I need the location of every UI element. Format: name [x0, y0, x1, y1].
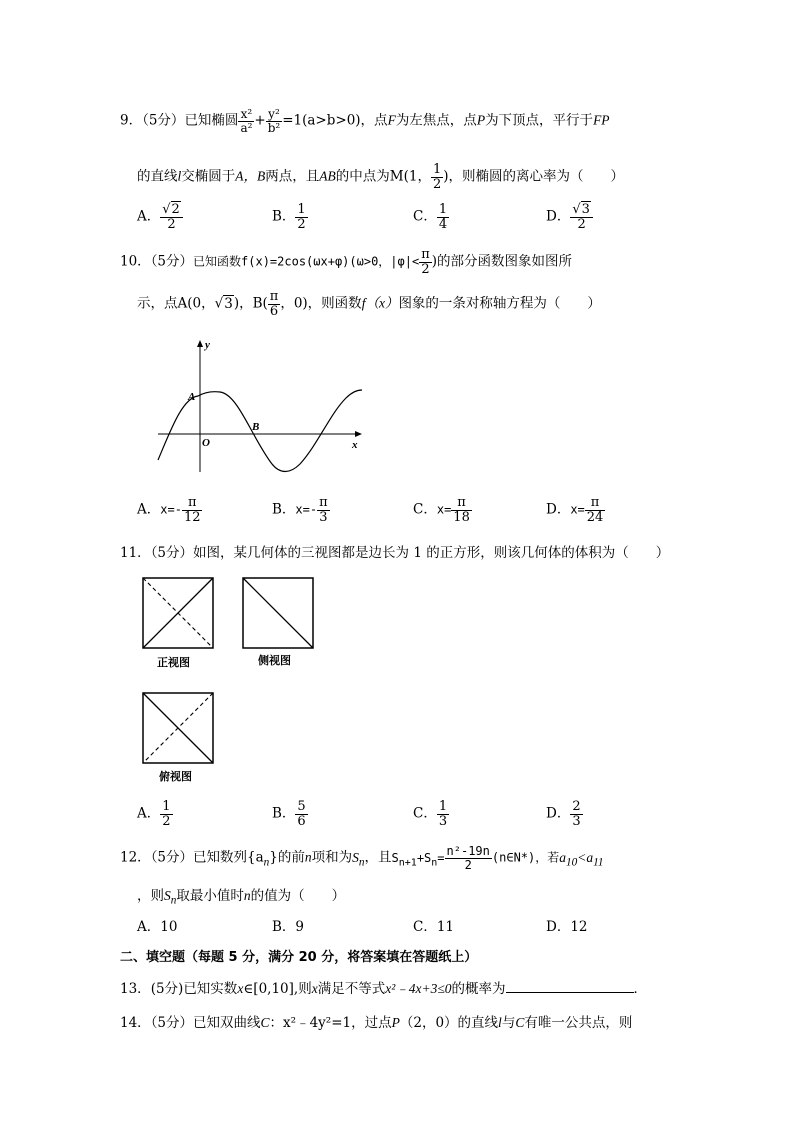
q12-condition: $a_{10}<a_{11}$ — [559, 849, 604, 869]
q9-line2-c: 两点，且 — [265, 168, 320, 185]
choice-prefix: x= — [570, 502, 585, 517]
q12-choice-b[interactable]: B．9 — [272, 919, 305, 935]
graph-label-A: A — [188, 391, 196, 403]
q14-text-d: 与 — [501, 1015, 516, 1031]
q13-end: ． — [633, 981, 648, 997]
q11-score: （5分） — [150, 545, 194, 561]
choice-prefix: x=- — [295, 502, 318, 517]
q10-text-a: 已知函数f(x)=2cos(ωx+φ)(ω>0，|φ|< — [193, 254, 420, 269]
q9-text-c: 为左焦点，点 — [395, 112, 477, 129]
q9-line1: 9．（5分）已知椭圆 $\frac{\text{x²}}{\text{a²}}$ + $\frac{\text{y²}}{\text{b²}}$ =1(a>b>0)，点F为左焦点，点P为下顶点，平行于FP — [120, 107, 610, 135]
q13-text-c: 满足不等式 — [317, 981, 386, 997]
q14-text-a: 已知双曲线 — [193, 1015, 261, 1031]
choice-fraction: $\frac{√3}{2}$ — [570, 203, 593, 231]
q10-line2-c: ，0)，则函数 — [280, 295, 362, 312]
q12-line2-a: ，则 — [137, 888, 164, 904]
q9-text-b: =1(a>b>0)，点 — [282, 112, 388, 129]
q9-choice-c[interactable] — [413, 203, 449, 231]
q9-x2-over-a2: $\frac{\text{x²}}{\text{a²}}$ — [240, 107, 253, 135]
q9-choice-b[interactable] — [272, 203, 308, 231]
choice-fraction: $\frac{1}{2}$ — [162, 799, 171, 829]
graph-label-y: y — [205, 339, 210, 351]
q10-choice-b[interactable] — [272, 496, 330, 524]
q10-line2-d: 图象的一条对称轴方程为（ ） — [398, 295, 601, 312]
q9-F: F — [387, 112, 396, 128]
graph-label-x: x — [352, 439, 358, 451]
q9-choice-d[interactable] — [546, 203, 593, 231]
graph-label-B: B — [252, 421, 260, 433]
choice-label: C． — [413, 805, 437, 822]
front-view-label: 正视图 — [157, 656, 190, 669]
q11-line1 — [120, 541, 669, 561]
q9-line2-e: )，则椭圆的离心率为（ ） — [443, 168, 625, 185]
q10-pi-over-2: $\frac{\pi}{2}$ — [421, 247, 430, 277]
q13-inequality: x²﹣4x+3≤0 — [385, 981, 452, 996]
q10-fx: f（x） — [361, 295, 399, 311]
choice-fraction: $\frac{√2}{2}$ — [160, 203, 183, 231]
choice-label: B． — [272, 208, 296, 225]
choice-label: D． — [546, 208, 571, 225]
choice-label: C． — [413, 501, 437, 518]
q11-choice-b[interactable] — [272, 800, 308, 828]
choice-label: D． — [546, 501, 571, 518]
q14-line — [120, 1011, 632, 1031]
q12-choice-c[interactable]: C．11 — [413, 919, 455, 935]
q14-P: P — [391, 1015, 400, 1030]
q13-text-d: 的概率为 — [451, 981, 506, 997]
q11-number: 11． — [120, 545, 151, 561]
q12-n-2: n — [243, 888, 251, 903]
q13-text-a: 已知实数 — [183, 981, 238, 997]
q10-sqrt3: 3 — [224, 295, 233, 312]
q13-number: 13． — [120, 981, 151, 997]
q13-x-2: x — [311, 981, 318, 996]
q9-number: 9． — [120, 112, 143, 129]
q14-text-b: ：x²﹣4y²=1，过点 — [269, 1015, 392, 1031]
q9-line2-d: 的中点为M(1， — [335, 168, 431, 185]
y-axis-arrow — [197, 340, 203, 347]
q9-text-d: 为下顶点，平行于 — [485, 112, 594, 129]
q14-text-c: （2，0）的直线 — [399, 1015, 499, 1031]
x-axis-arrow — [355, 431, 362, 437]
q12-formula-lhs: $S_{n+1}+S_n=$ — [391, 850, 445, 868]
q12-sub-n: n — [263, 856, 270, 869]
q13-x: x — [237, 981, 244, 996]
q12-text-c: 项和为 — [311, 849, 353, 866]
q9-P: P — [476, 112, 486, 128]
q9-AB: AB — [319, 168, 336, 184]
choice-fraction: $\frac{\pi}{24}$ — [586, 495, 604, 525]
q12-formula-tail: (n∈N*)，若 — [491, 850, 560, 865]
q12-n: n — [304, 849, 312, 865]
q12-text-d: ，且 — [364, 849, 392, 866]
q10-line2-b: )，B( — [233, 295, 268, 312]
choice-label: A． — [137, 501, 161, 518]
q12-choice-a[interactable]: A．10 — [137, 919, 178, 935]
choice-fraction: $\frac{1}{3}$ — [438, 799, 448, 829]
q10-score: （5分） — [150, 253, 194, 270]
q12-line2 — [137, 884, 345, 907]
q10-line2: 示，点A(0，√3)，B( $\frac{\pi}{6}$ ，0)，则函数f（x）图象的一条对称轴方程为（ ） — [137, 289, 601, 319]
graph-label-O: O — [202, 437, 210, 449]
q12-line2-b: 取最小值时 — [176, 888, 244, 904]
q9-choice-a[interactable] — [137, 203, 183, 231]
q13-score: (5分) — [150, 981, 184, 997]
choice-label: B． — [272, 805, 296, 822]
q12-text-a: 已知数列{a — [193, 849, 264, 866]
choice-label: A． — [137, 805, 161, 822]
choice-fraction: $\frac{2}{3}$ — [572, 799, 581, 829]
q14-number: 14． — [120, 1015, 151, 1031]
q14-l: l — [498, 1015, 502, 1030]
choice-fraction: $\frac{\pi}{18}$ — [453, 495, 470, 525]
side-view-label: 侧视图 — [258, 654, 291, 667]
q9-line2-b: 交椭圆于 — [181, 168, 236, 185]
q10-line1 — [120, 248, 572, 276]
q10-choice-c[interactable] — [413, 496, 472, 524]
choice-label: B． — [272, 501, 296, 518]
choice-fraction: $\frac{1}{2}$ — [297, 202, 306, 232]
q14-text-e: 有唯一公共点，则 — [524, 1015, 633, 1031]
q9-y2-over-b2: $\frac{\text{y²}}{\text{b²}}$ — [267, 107, 281, 135]
q12-choice-d[interactable]: D．12 — [546, 919, 588, 935]
q9-l: l — [177, 168, 182, 184]
q12-line2-c: 的值为（ ） — [250, 888, 346, 904]
choice-fraction: $\frac{\pi}{12}$ — [183, 495, 201, 525]
q10-pi-over-6: $\frac{\pi}{6}$ — [269, 289, 279, 319]
q12-Sn-2: $S_n$ — [164, 888, 177, 907]
choice-prefix: x= — [436, 502, 452, 517]
q12-score: （5分） — [150, 849, 194, 866]
choice-fraction: $\frac{5}{6}$ — [297, 799, 306, 829]
q9-score: （5分） — [142, 112, 185, 129]
q13-line — [120, 977, 647, 997]
q10-choice-a[interactable] — [137, 496, 202, 524]
q11-choice-a[interactable] — [137, 800, 173, 828]
choice-label: D． — [546, 805, 571, 822]
q10-text-b: )的部分函数图象如图所 — [431, 253, 573, 270]
side-view-figure — [242, 577, 314, 649]
q14-C-2: C — [515, 1015, 525, 1030]
choice-fraction: $\frac{1}{4}$ — [438, 202, 448, 232]
q12-number: 12． — [120, 849, 151, 866]
choice-label: A． — [137, 208, 161, 225]
q13-answer-blank[interactable] — [506, 978, 634, 993]
section-heading-fill-in: 二、填空题（每题 5 分，满分 20 分，将答案填在答题纸上） — [120, 950, 478, 965]
q10-line2-a: 示，点A(0， — [137, 295, 215, 312]
choice-prefix: x=- — [160, 502, 182, 517]
q13-text-b: ∈[0,10],则 — [243, 981, 312, 997]
q10-choice-d[interactable] — [546, 496, 605, 524]
q9-FP: FP — [593, 112, 610, 128]
top-view-label: 俯视图 — [159, 770, 192, 783]
q12-formula-frac: $\frac{\text{n²-19n}}{2}$ — [446, 844, 490, 872]
q10-number: 10． — [120, 253, 151, 270]
q11-choice-d[interactable] — [546, 800, 583, 828]
q12-Sn: $S_n$ — [352, 849, 365, 869]
q9-half: $\frac{1}{2}$ — [432, 162, 442, 192]
q11-choice-c[interactable] — [413, 800, 449, 828]
front-view-figure — [142, 577, 214, 649]
q9-AB-points: A，B — [235, 168, 266, 184]
top-view-figure — [142, 692, 214, 764]
q9-line2-a: 的直线 — [137, 168, 178, 185]
q12-text-b: }的前 — [269, 849, 305, 866]
q14-C: C — [260, 1015, 270, 1030]
choice-fraction: $\frac{\pi}{3}$ — [319, 495, 328, 525]
q12-line1 — [120, 845, 604, 871]
q10-function-graph — [150, 336, 370, 476]
q9-line2 — [137, 163, 624, 191]
q11-text: 如图，某几何体的三视图都是边长为 1 的正方形，则该几何体的体积为（ ） — [193, 545, 670, 561]
q9-text-a: 已知椭圆 — [184, 112, 239, 129]
q14-score: （5分） — [150, 1015, 194, 1031]
choice-label: C． — [413, 208, 437, 225]
